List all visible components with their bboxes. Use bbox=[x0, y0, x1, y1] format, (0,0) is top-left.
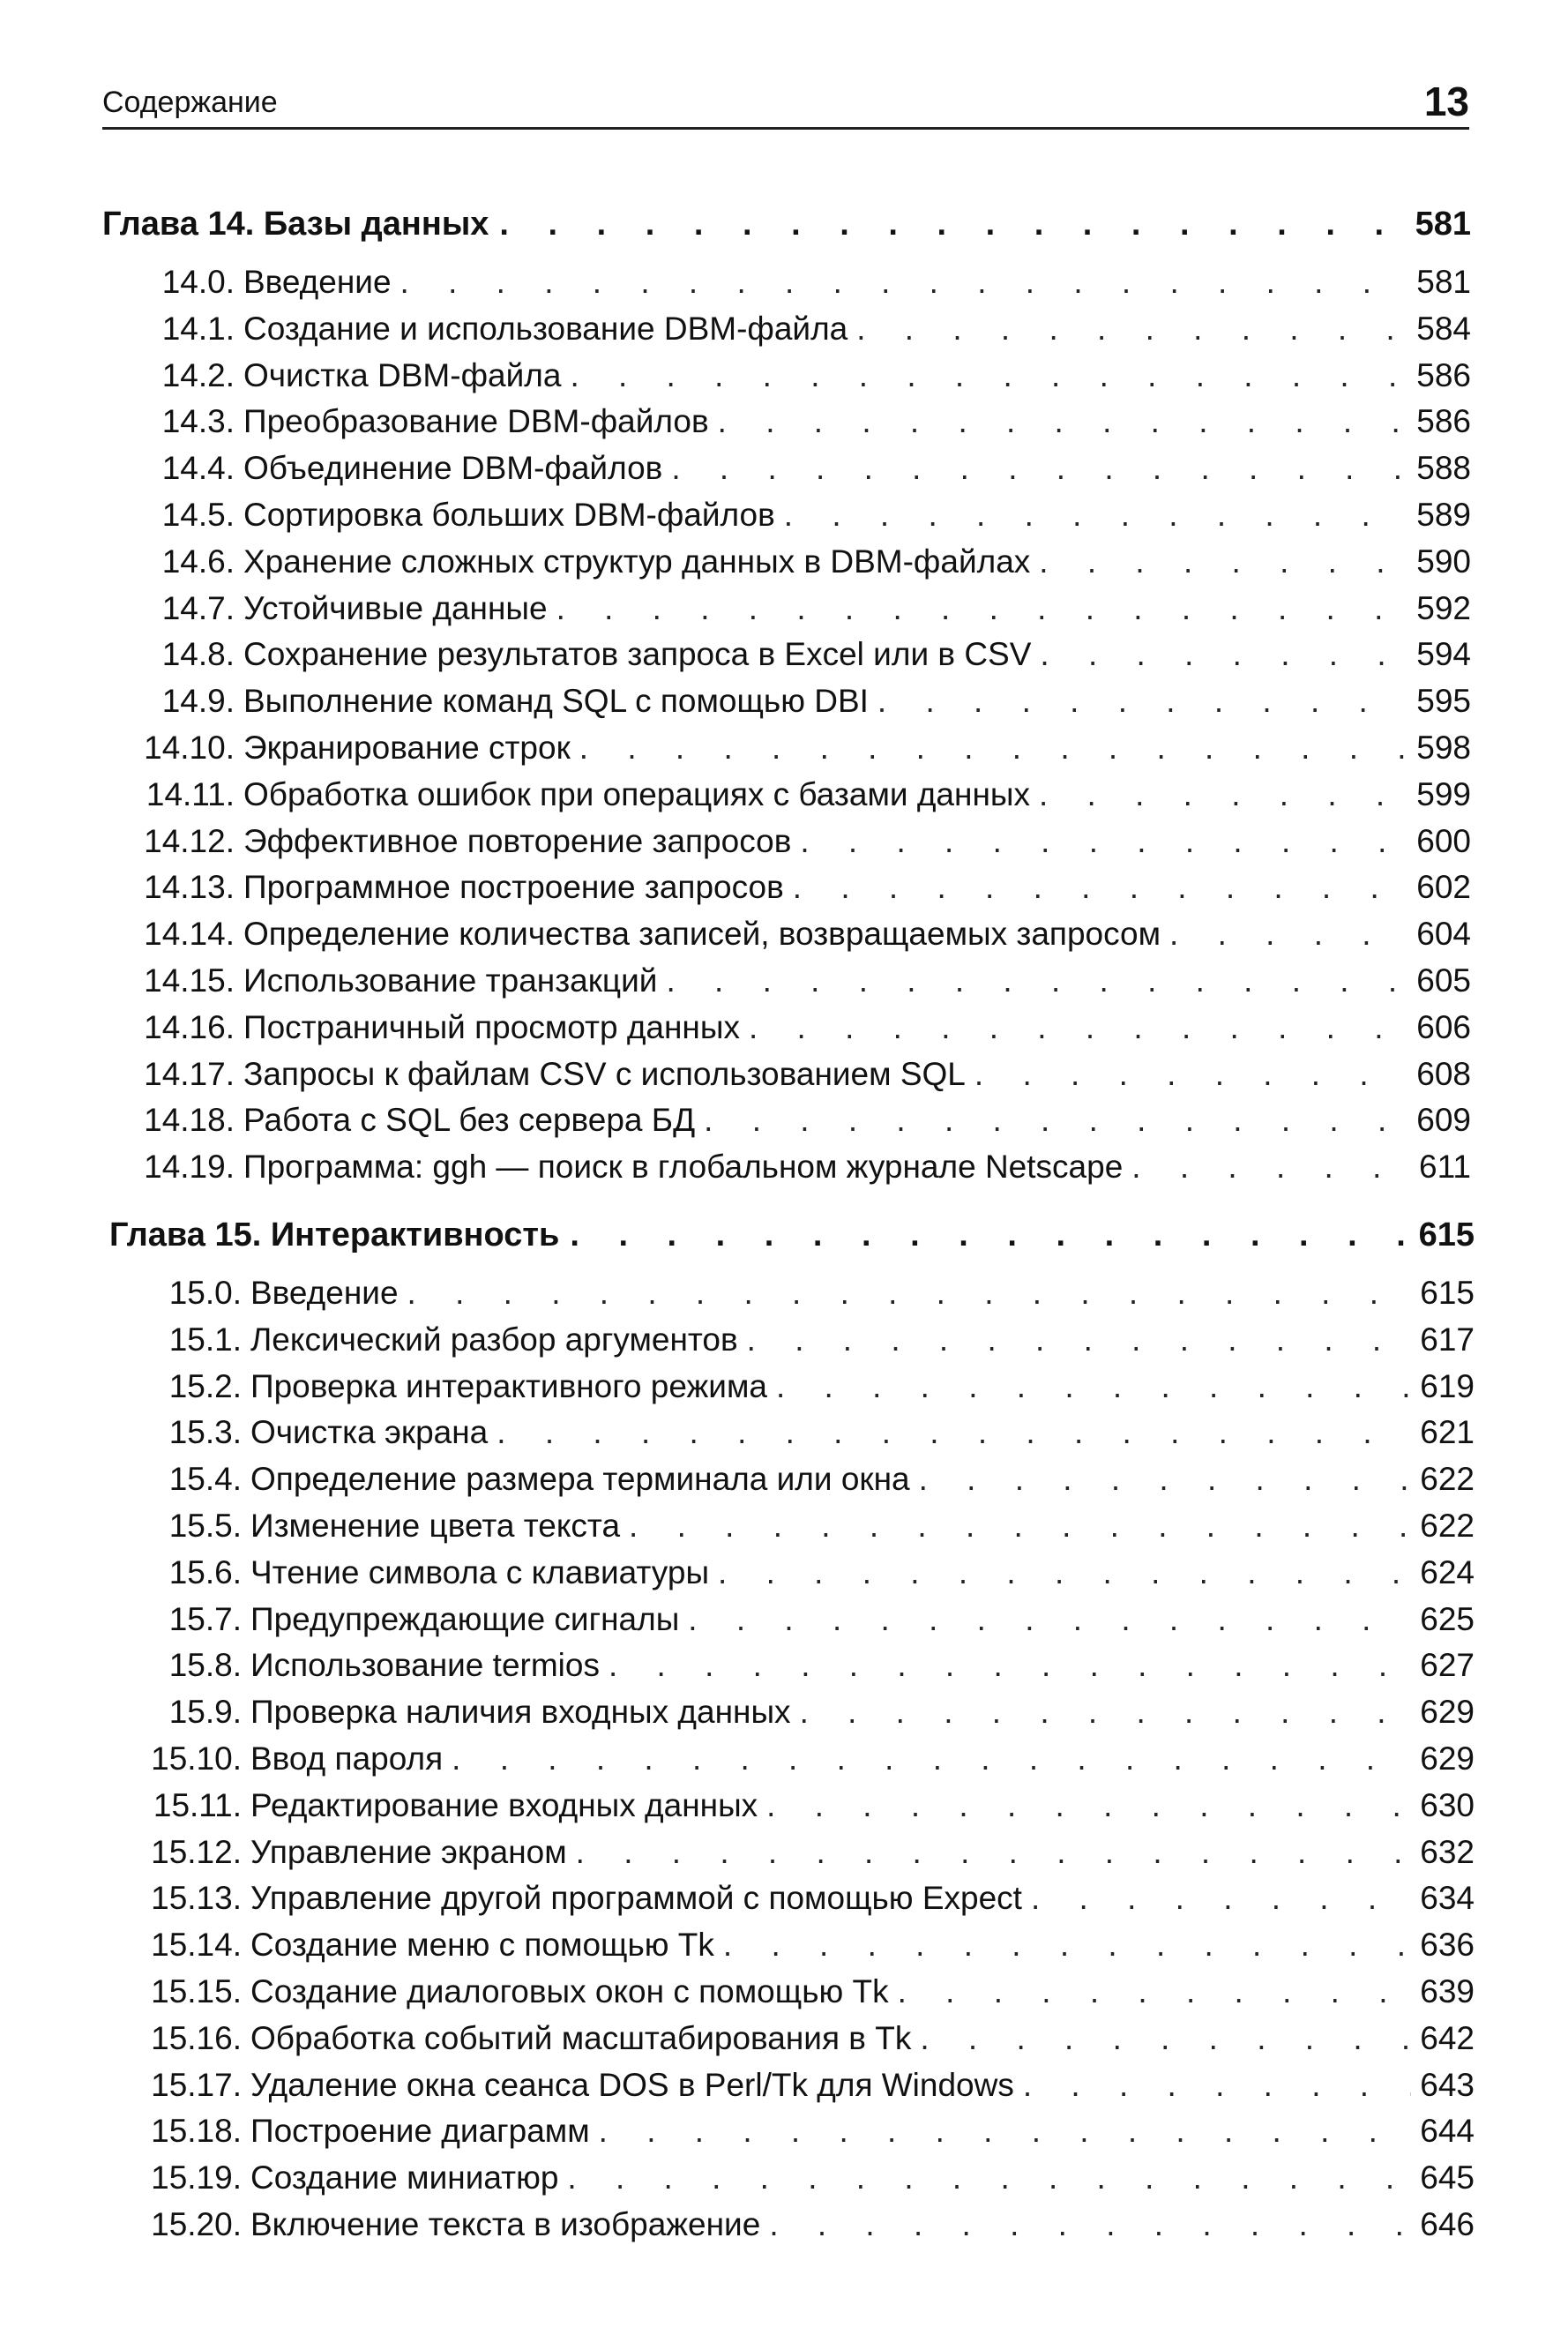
entry-page: 592 bbox=[1416, 589, 1471, 626]
entry-number: 15.2. bbox=[168, 1367, 242, 1404]
toc-entry[interactable] bbox=[109, 1973, 1475, 2020]
entry-number: 14.15. bbox=[144, 962, 235, 999]
entry-page: 615 bbox=[1420, 1275, 1475, 1311]
toc-entry[interactable] bbox=[109, 1647, 1475, 1694]
dot-leader bbox=[776, 1368, 1411, 1405]
entry-title: Очистка DBM-файла bbox=[243, 356, 562, 393]
toc-entry[interactable] bbox=[109, 1368, 1475, 1415]
entry-page: 611 bbox=[1419, 1149, 1471, 1186]
dot-leader bbox=[766, 1787, 1411, 1824]
dot-leader bbox=[599, 2113, 1412, 2150]
entry-number: 14.11. bbox=[146, 775, 235, 812]
dot-leader bbox=[747, 1321, 1412, 1358]
dot-leader bbox=[1023, 2067, 1411, 2104]
dot-leader bbox=[784, 497, 1407, 534]
dot-leader bbox=[567, 2159, 1411, 2197]
entry-page: 588 bbox=[1416, 450, 1471, 487]
entry-title: Использование termios bbox=[250, 1647, 600, 1684]
entry-title: Устойчивые данные bbox=[243, 589, 548, 626]
entry-page: 586 bbox=[1416, 356, 1471, 393]
entry-number: 14.14. bbox=[144, 916, 235, 953]
entry-number: 14.4. bbox=[161, 450, 235, 487]
toc-entry[interactable] bbox=[109, 1601, 1475, 1648]
dot-leader bbox=[877, 683, 1407, 720]
entry-number: 15.11. bbox=[153, 1786, 242, 1823]
dot-leader bbox=[407, 1275, 1412, 1312]
entry-page: 617 bbox=[1420, 1321, 1475, 1358]
chapter-heading[interactable] bbox=[102, 206, 1471, 258]
dot-leader bbox=[1169, 916, 1407, 953]
entry-page: 642 bbox=[1420, 2019, 1475, 2056]
entry-page: 589 bbox=[1416, 496, 1471, 533]
entry-page: 629 bbox=[1420, 1694, 1475, 1731]
section-title: Содержание bbox=[102, 86, 278, 119]
toc-entry[interactable] bbox=[102, 683, 1471, 730]
dot-leader bbox=[723, 1927, 1411, 1964]
entry-page: 600 bbox=[1416, 822, 1471, 859]
dot-leader bbox=[576, 1834, 1412, 1871]
entry-number: 14.7. bbox=[161, 589, 235, 626]
entry-number: 15.0. bbox=[168, 1275, 242, 1311]
entry-number: 14.19. bbox=[144, 1149, 235, 1186]
entry-title: Ввод пароля bbox=[250, 1740, 444, 1777]
toc-entry[interactable] bbox=[102, 497, 1471, 543]
toc-entry[interactable] bbox=[109, 2113, 1475, 2159]
entry-page: 632 bbox=[1420, 1833, 1475, 1870]
dot-leader bbox=[1031, 1880, 1411, 1917]
entry-title: Создание меню с помощью Tk bbox=[250, 1927, 714, 1964]
entry-title: Программное построение запросов bbox=[243, 869, 784, 906]
entry-number: 14.0. bbox=[161, 264, 235, 300]
entry-title: Создание миниатюр bbox=[250, 2159, 559, 2197]
entry-number: 14.13. bbox=[144, 869, 235, 906]
dot-leader bbox=[688, 1601, 1411, 1638]
entry-page: 644 bbox=[1420, 2113, 1475, 2150]
dot-leader bbox=[718, 403, 1408, 440]
chapter-14 bbox=[102, 206, 1471, 1195]
entry-title: Чтение символа с клавиатуры bbox=[250, 1553, 710, 1590]
entry-number: 15.17. bbox=[151, 2066, 242, 2103]
dot-leader bbox=[856, 311, 1407, 348]
entry-page: 599 bbox=[1416, 775, 1471, 812]
entry-number: 15.15. bbox=[151, 1972, 242, 2009]
entry-title: Редактирование входных данных bbox=[250, 1786, 758, 1823]
toc-entry[interactable] bbox=[102, 776, 1471, 823]
entry-title: Программа: ggh — поиск в глобальном журнале Netscape bbox=[243, 1149, 1124, 1186]
dot-leader bbox=[1039, 543, 1407, 580]
entry-number: 15.5. bbox=[168, 1507, 242, 1544]
entry-page: 609 bbox=[1416, 1102, 1471, 1139]
toc-entry[interactable] bbox=[109, 2020, 1475, 2067]
dot-leader bbox=[570, 357, 1407, 394]
toc-entry[interactable] bbox=[109, 1787, 1475, 1834]
toc-entry[interactable] bbox=[109, 2206, 1475, 2253]
entry-title: Определение количества записей, возвращаемых запросом bbox=[243, 916, 1161, 953]
entry-title: Постраничный просмотр данных bbox=[243, 1008, 740, 1045]
entry-title: Предупреждающие сигналы bbox=[250, 1600, 680, 1637]
page-number: 13 bbox=[1423, 79, 1469, 124]
toc-entry[interactable] bbox=[102, 823, 1471, 870]
entry-number: 15.10. bbox=[151, 1740, 242, 1777]
entry-page: 605 bbox=[1416, 962, 1471, 999]
chapter-page: 615 bbox=[1418, 1216, 1475, 1254]
chapter-page: 581 bbox=[1415, 206, 1471, 243]
entry-title: Очистка экрана bbox=[250, 1414, 489, 1451]
toc-entry[interactable] bbox=[109, 1927, 1475, 1973]
entry-page: 606 bbox=[1416, 1008, 1471, 1045]
entry-page: 594 bbox=[1416, 636, 1471, 673]
entry-number: 14.8. bbox=[161, 636, 235, 673]
dot-leader bbox=[800, 1694, 1412, 1731]
toc-entry[interactable] bbox=[102, 916, 1471, 962]
entry-page: 636 bbox=[1420, 1927, 1475, 1964]
toc-entry[interactable] bbox=[102, 450, 1471, 497]
dot-leader bbox=[1039, 776, 1407, 813]
entry-title: Удаление окна сеанса DOS в Perl/Tk для Windows bbox=[250, 2066, 1014, 2103]
dot-leader bbox=[666, 962, 1407, 999]
chapter-heading[interactable] bbox=[109, 1216, 1475, 1269]
dot-leader bbox=[400, 264, 1408, 301]
toc-entry[interactable] bbox=[109, 2159, 1475, 2206]
entry-title: Преобразование DBM-файлов bbox=[243, 403, 709, 440]
entry-page: 602 bbox=[1416, 869, 1471, 906]
dot-leader bbox=[800, 823, 1407, 860]
toc-entry[interactable] bbox=[102, 357, 1471, 404]
entry-number: 14.6. bbox=[161, 543, 235, 580]
toc-entry[interactable] bbox=[102, 1149, 1471, 1195]
entry-page: 595 bbox=[1416, 683, 1471, 720]
entry-number: 14.5. bbox=[161, 496, 235, 533]
entry-page: 624 bbox=[1420, 1553, 1475, 1590]
toc-entry[interactable] bbox=[109, 1414, 1475, 1461]
toc-entry[interactable] bbox=[102, 730, 1471, 776]
dot-leader bbox=[920, 2020, 1411, 2057]
entry-number: 14.9. bbox=[161, 683, 235, 720]
toc-entry[interactable] bbox=[102, 1009, 1471, 1056]
toc-entry[interactable] bbox=[102, 264, 1471, 311]
entry-number: 14.3. bbox=[161, 403, 235, 440]
entry-number: 15.19. bbox=[151, 2159, 242, 2197]
toc-entry[interactable] bbox=[109, 1275, 1475, 1321]
dot-leader bbox=[570, 1216, 1407, 1254]
entry-number: 15.20. bbox=[151, 2205, 242, 2242]
toc-entry[interactable] bbox=[102, 869, 1471, 916]
entry-number: 15.9. bbox=[168, 1694, 242, 1731]
toc-entry[interactable] bbox=[102, 636, 1471, 683]
dot-leader bbox=[749, 1009, 1407, 1046]
entry-title: Выполнение команд SQL с помощью DBI bbox=[243, 683, 869, 720]
entry-number: 14.18. bbox=[144, 1102, 235, 1139]
entry-number: 15.3. bbox=[168, 1414, 242, 1451]
entry-number: 15.16. bbox=[151, 2019, 242, 2056]
toc-entry[interactable] bbox=[109, 1880, 1475, 1927]
entry-title: Определение размера терминала или окна bbox=[250, 1461, 910, 1498]
entry-title: Работа с SQL без сервера БД bbox=[243, 1102, 696, 1139]
entry-page: 630 bbox=[1420, 1786, 1475, 1823]
toc-entry[interactable] bbox=[102, 590, 1471, 637]
entry-title: Сортировка больших DBM-файлов bbox=[243, 496, 775, 533]
entry-title: Сохранение результатов запроса в Excel или в CSV bbox=[243, 636, 1032, 673]
entry-page: 639 bbox=[1420, 1972, 1475, 2009]
entry-title: Включение текста в изображение bbox=[250, 2205, 761, 2242]
entry-number: 14.2. bbox=[161, 356, 235, 393]
toc-entry[interactable] bbox=[109, 1554, 1475, 1601]
entry-number: 14.17. bbox=[144, 1055, 235, 1092]
entry-number: 15.8. bbox=[168, 1647, 242, 1684]
dot-leader bbox=[974, 1056, 1407, 1093]
entry-page: 581 bbox=[1416, 264, 1471, 300]
dot-leader bbox=[1131, 1149, 1410, 1186]
dot-leader bbox=[704, 1102, 1407, 1139]
toc-entry[interactable] bbox=[102, 311, 1471, 357]
entry-page: 608 bbox=[1416, 1055, 1471, 1092]
toc-entry[interactable] bbox=[102, 403, 1471, 450]
toc-entry[interactable] bbox=[102, 962, 1471, 1009]
entry-page: 619 bbox=[1420, 1367, 1475, 1404]
dot-leader bbox=[793, 869, 1407, 906]
dot-leader bbox=[898, 1973, 1412, 2010]
dot-leader bbox=[769, 2206, 1411, 2243]
entry-page: 627 bbox=[1420, 1647, 1475, 1684]
entry-number: 15.18. bbox=[151, 2113, 242, 2150]
toc-entry[interactable] bbox=[109, 1508, 1475, 1554]
chapter-15 bbox=[109, 1216, 1475, 2253]
toc-entry[interactable] bbox=[109, 1321, 1475, 1368]
entry-title: Экранирование строк bbox=[243, 729, 571, 766]
entry-title: Управление другой программой с помощью Expect bbox=[250, 1880, 1022, 1917]
dot-leader bbox=[556, 590, 1408, 627]
toc-entry[interactable] bbox=[102, 1102, 1471, 1149]
entry-page: 645 bbox=[1420, 2159, 1475, 2197]
entry-page: 622 bbox=[1420, 1461, 1475, 1498]
entry-title: Лексический разбор аргументов bbox=[250, 1321, 738, 1358]
entry-page: 586 bbox=[1416, 403, 1471, 440]
entry-title: Управление экраном bbox=[250, 1833, 567, 1870]
entry-title: Обработка событий масштабирования в Tk bbox=[250, 2019, 912, 2056]
entry-number: 15.14. bbox=[151, 1927, 242, 1964]
entry-title: Запросы к файлам CSV с использованием SQL bbox=[243, 1055, 966, 1092]
entry-title: Эффективное повторение запросов bbox=[243, 822, 792, 859]
entry-title: Объединение DBM-файлов bbox=[243, 450, 663, 487]
running-head bbox=[102, 74, 1469, 130]
entry-page: 598 bbox=[1416, 729, 1471, 766]
entry-page: 646 bbox=[1420, 2205, 1475, 2242]
dot-leader bbox=[499, 206, 1404, 243]
dot-leader bbox=[497, 1414, 1411, 1451]
chapter-title: Глава 14. Базы данных bbox=[102, 206, 489, 243]
entry-page: 584 bbox=[1416, 310, 1471, 347]
chapter-title: Глава 15. Интерактивность bbox=[109, 1216, 560, 1254]
toc-entry[interactable] bbox=[102, 1056, 1471, 1103]
entry-title: Изменение цвета текста bbox=[250, 1507, 621, 1544]
entry-number: 14.10. bbox=[144, 729, 235, 766]
entry-number: 15.1. bbox=[168, 1321, 242, 1358]
entry-page: 643 bbox=[1420, 2066, 1475, 2103]
entry-title: Введение bbox=[250, 1275, 399, 1311]
entry-page: 634 bbox=[1420, 1880, 1475, 1917]
entry-number: 15.6. bbox=[168, 1553, 242, 1590]
toc-entry[interactable] bbox=[109, 2067, 1475, 2114]
entry-number: 15.7. bbox=[168, 1600, 242, 1637]
dot-leader bbox=[609, 1647, 1411, 1684]
entry-number: 15.13. bbox=[151, 1880, 242, 1917]
entry-page: 621 bbox=[1420, 1414, 1475, 1451]
entry-title: Хранение сложных структур данных в DBM-файлах bbox=[243, 543, 1031, 580]
entry-title: Использование транзакций bbox=[243, 962, 658, 999]
entry-number: 15.4. bbox=[168, 1461, 242, 1498]
entry-number: 14.12. bbox=[144, 822, 235, 859]
entry-page: 604 bbox=[1416, 916, 1471, 953]
dot-leader bbox=[579, 730, 1408, 767]
entry-page: 590 bbox=[1416, 543, 1471, 580]
toc-entry[interactable] bbox=[109, 1834, 1475, 1881]
entry-number: 14.16. bbox=[144, 1008, 235, 1045]
entry-number: 15.12. bbox=[151, 1833, 242, 1870]
entry-title: Проверка интерактивного режима bbox=[250, 1367, 767, 1404]
entry-page: 622 bbox=[1420, 1507, 1475, 1544]
entry-title: Обработка ошибок при операциях с базами данных bbox=[243, 775, 1030, 812]
dot-leader bbox=[671, 450, 1407, 487]
entry-title: Создание диалоговых окон с помощью Tk bbox=[250, 1972, 889, 2009]
toc-entry[interactable] bbox=[102, 543, 1471, 590]
toc-entry[interactable] bbox=[109, 1740, 1475, 1787]
dot-leader bbox=[919, 1461, 1412, 1498]
entry-title: Создание и использование DBM-файла bbox=[243, 310, 848, 347]
entry-title: Проверка наличия входных данных bbox=[250, 1694, 791, 1731]
entry-number: 14.1. bbox=[161, 310, 235, 347]
toc-entry[interactable] bbox=[109, 1461, 1475, 1508]
dot-leader bbox=[452, 1740, 1411, 1777]
toc-entry[interactable] bbox=[109, 1694, 1475, 1740]
dot-leader bbox=[1040, 636, 1407, 673]
entry-title: Введение bbox=[243, 264, 392, 300]
entry-page: 629 bbox=[1420, 1740, 1475, 1777]
entry-title: Построение диаграмм bbox=[250, 2113, 590, 2150]
entry-page: 625 bbox=[1420, 1600, 1475, 1637]
dot-leader bbox=[629, 1508, 1411, 1545]
dot-leader bbox=[718, 1554, 1411, 1591]
